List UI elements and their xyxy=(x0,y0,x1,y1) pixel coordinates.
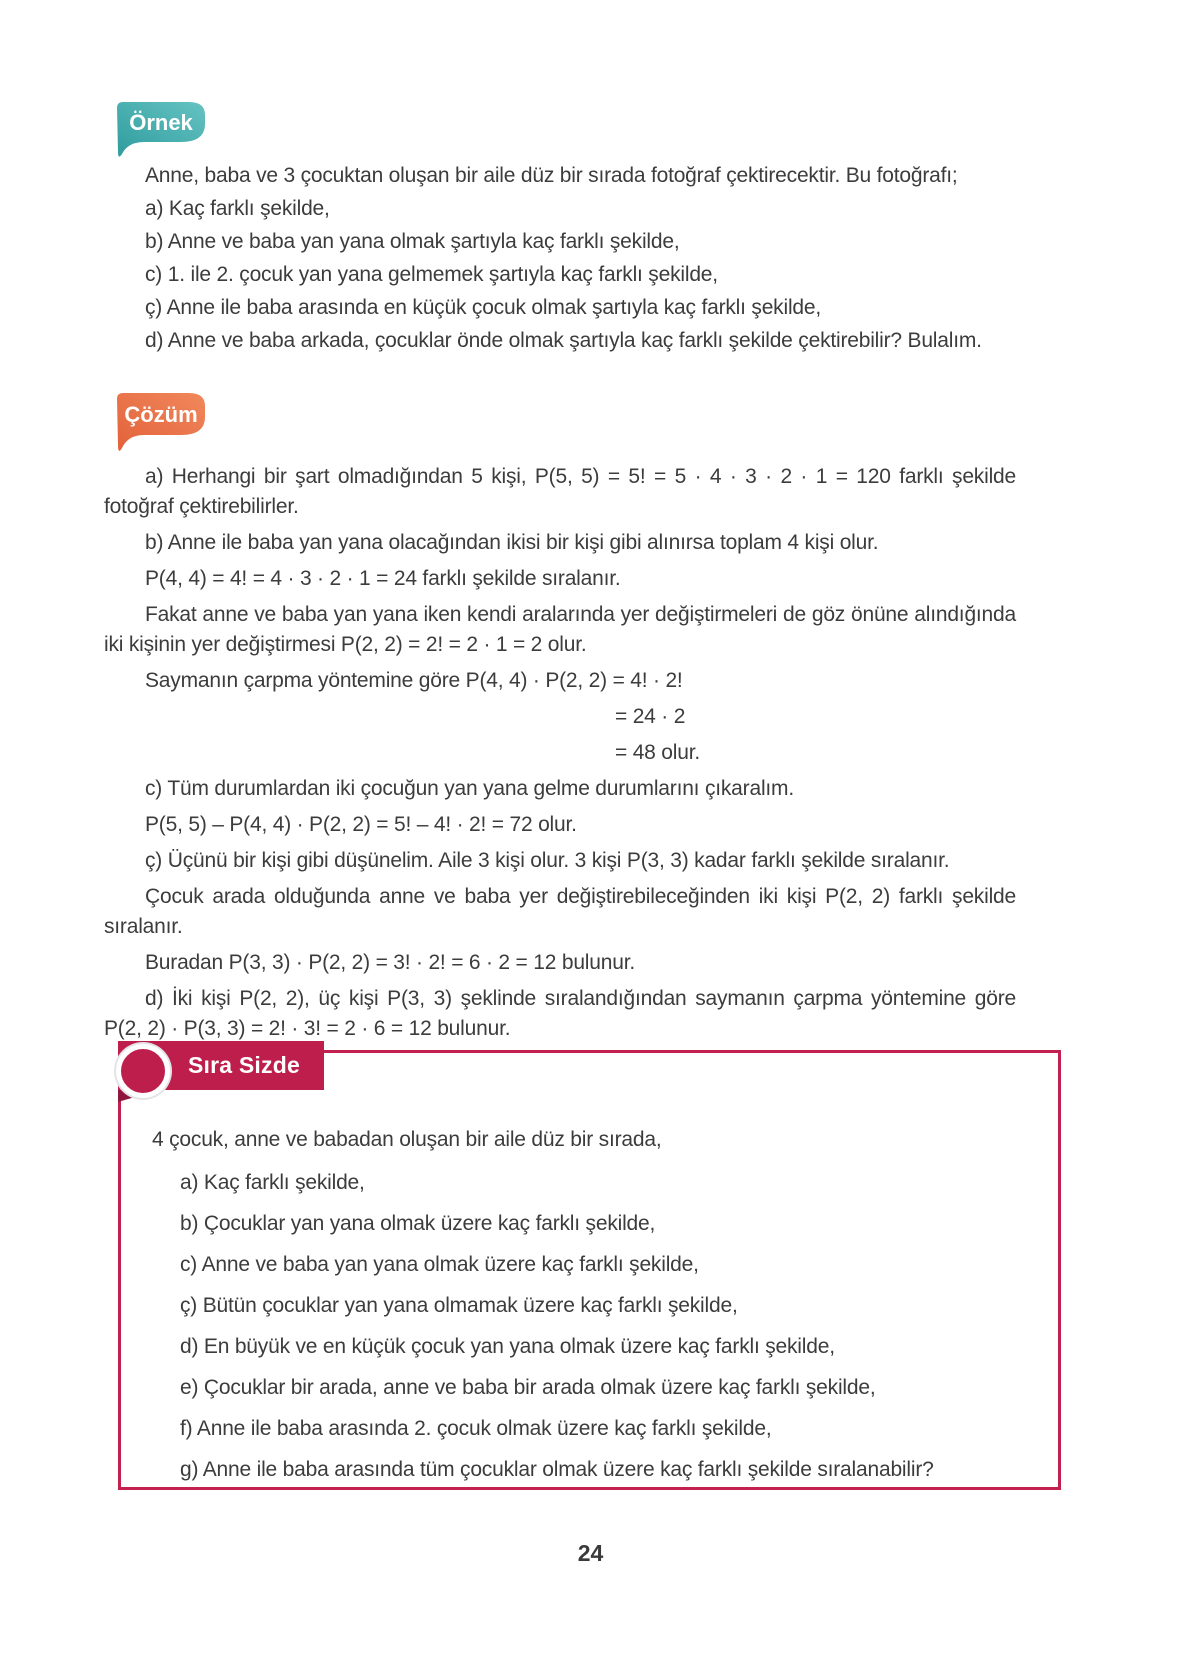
solution-paragraph: Buradan P(3, 3) · P(2, 2) = 3! · 2! = 6 · 2 = 12 bulunur. xyxy=(145,951,635,974)
exercise-item: a) Kaç farklı şekilde, xyxy=(180,1171,365,1194)
solution-paragraph: = 48 olur. xyxy=(615,741,700,764)
solution-paragraph: Saymanın çarpma yöntemine göre P(4, 4) · P(2, 2) = 4! · 2! xyxy=(145,669,683,692)
solution-paragraph: a) Herhangi bir şart olmadığından 5 kişi, P(5, 5) = 5! = 5 · 4 · 3 · 2 · 1 = 120 farklı şekilde fotoğraf çektirebilirler. xyxy=(104,465,1016,518)
exercise-item: g) Anne ile baba arasında tüm çocuklar olmak üzere kaç farklı şekilde sıralanabilir? xyxy=(180,1458,934,1481)
page-number: 24 xyxy=(577,1540,604,1566)
solution-label: Çözüm xyxy=(124,402,198,427)
exercise-items xyxy=(152,1168,1028,1484)
exercise-content xyxy=(121,1053,1058,1496)
exercise-item: f) Anne ile baba arasında 2. çocuk olmak üzere kaç farklı şekilde, xyxy=(180,1417,772,1440)
example-label-tab xyxy=(117,102,205,162)
example-item: ç) Anne ile baba arasında en küçük çocuk olmak şartıyla kaç farklı şekilde, xyxy=(145,296,822,319)
example-section xyxy=(104,161,1016,359)
exercise-item: e) Çocuklar bir arada, anne ve baba bir arada olmak üzere kaç farklı şekilde, xyxy=(180,1376,876,1399)
solution-paragraph: = 24 · 2 xyxy=(615,705,686,728)
example-item: b) Anne ve baba yan yana olmak şartıyla kaç farklı şekilde, xyxy=(145,230,680,253)
exercise-item: ç) Bütün çocuklar yan yana olmamak üzere kaç farklı şekilde, xyxy=(180,1294,738,1317)
solution-paragraph: Fakat anne ve baba yan yana iken kendi aralarında yer değiştirmeleri de göz önüne alındığında iki kişinin yer değiştirmesi P(2, 2) = 2! = 2 · 1 = 2 olur. xyxy=(104,603,1016,656)
solution-paragraph: Çocuk arada olduğunda anne ve baba yer değiştirebileceğinden iki kişi P(2, 2) farklı şekilde sıralanır. xyxy=(104,885,1016,938)
exercise-item: d) En büyük ve en küçük çocuk yan yana olmak üzere kaç farklı şekilde, xyxy=(180,1335,835,1358)
exercise-circle-icon xyxy=(116,1044,170,1098)
solution-label-tab xyxy=(117,393,205,457)
exercise-box xyxy=(118,1050,1061,1490)
exercise-label: Sıra Sizde xyxy=(188,1052,300,1078)
exercise-intro: 4 çocuk, anne ve babadan oluşan bir aile düz bir sırada, xyxy=(152,1128,662,1151)
exercise-item: b) Çocuklar yan yana olmak üzere kaç farklı şekilde, xyxy=(180,1212,656,1235)
exercise-item: c) Anne ve baba yan yana olmak üzere kaç farklı şekilde, xyxy=(180,1253,699,1276)
example-intro: Anne, baba ve 3 çocuktan oluşan bir aile düz bir sırada fotoğraf çektirecektir. Bu fotoğrafı; xyxy=(145,164,958,187)
example-item: d) Anne ve baba arkada, çocuklar önde olmak şartıyla kaç farklı şekilde çektirebilir? Bulalım. xyxy=(145,329,982,352)
solution-paragraph: ç) Üçünü bir kişi gibi düşünelim. Aile 3 kişi olur. 3 kişi P(3, 3) kadar farklı şekilde sıralanır. xyxy=(145,849,950,872)
example-label: Örnek xyxy=(129,110,193,135)
example-item: a) Kaç farklı şekilde, xyxy=(145,197,330,220)
solution-paragraph: b) Anne ile baba yan yana olacağından ikisi bir kişi gibi alınırsa toplam 4 kişi olur. xyxy=(145,531,879,554)
solution-paragraph: d) İki kişi P(2, 2), üç kişi P(3, 3) şeklinde sıralandığından saymanın çarpma yöntemine göre P(2, 2) · P(3, 3) = 2! · 3! = 2 · 6 = 12 bulunur. xyxy=(104,987,1016,1040)
solution-paragraph: P(4, 4) = 4! = 4 · 3 · 2 · 1 = 24 farklı şekilde sıralanır. xyxy=(145,567,621,590)
example-items xyxy=(104,194,1016,355)
example-item: c) 1. ile 2. çocuk yan yana gelmemek şartıyla kaç farklı şekilde, xyxy=(145,263,718,286)
solution-paragraph: P(5, 5) – P(4, 4) · P(2, 2) = 5! – 4! · 2! = 72 olur. xyxy=(145,813,577,836)
solution-paragraph: c) Tüm durumlardan iki çocuğun yan yana gelme durumlarını çıkaralım. xyxy=(145,777,794,800)
solution-section xyxy=(104,462,1016,1050)
